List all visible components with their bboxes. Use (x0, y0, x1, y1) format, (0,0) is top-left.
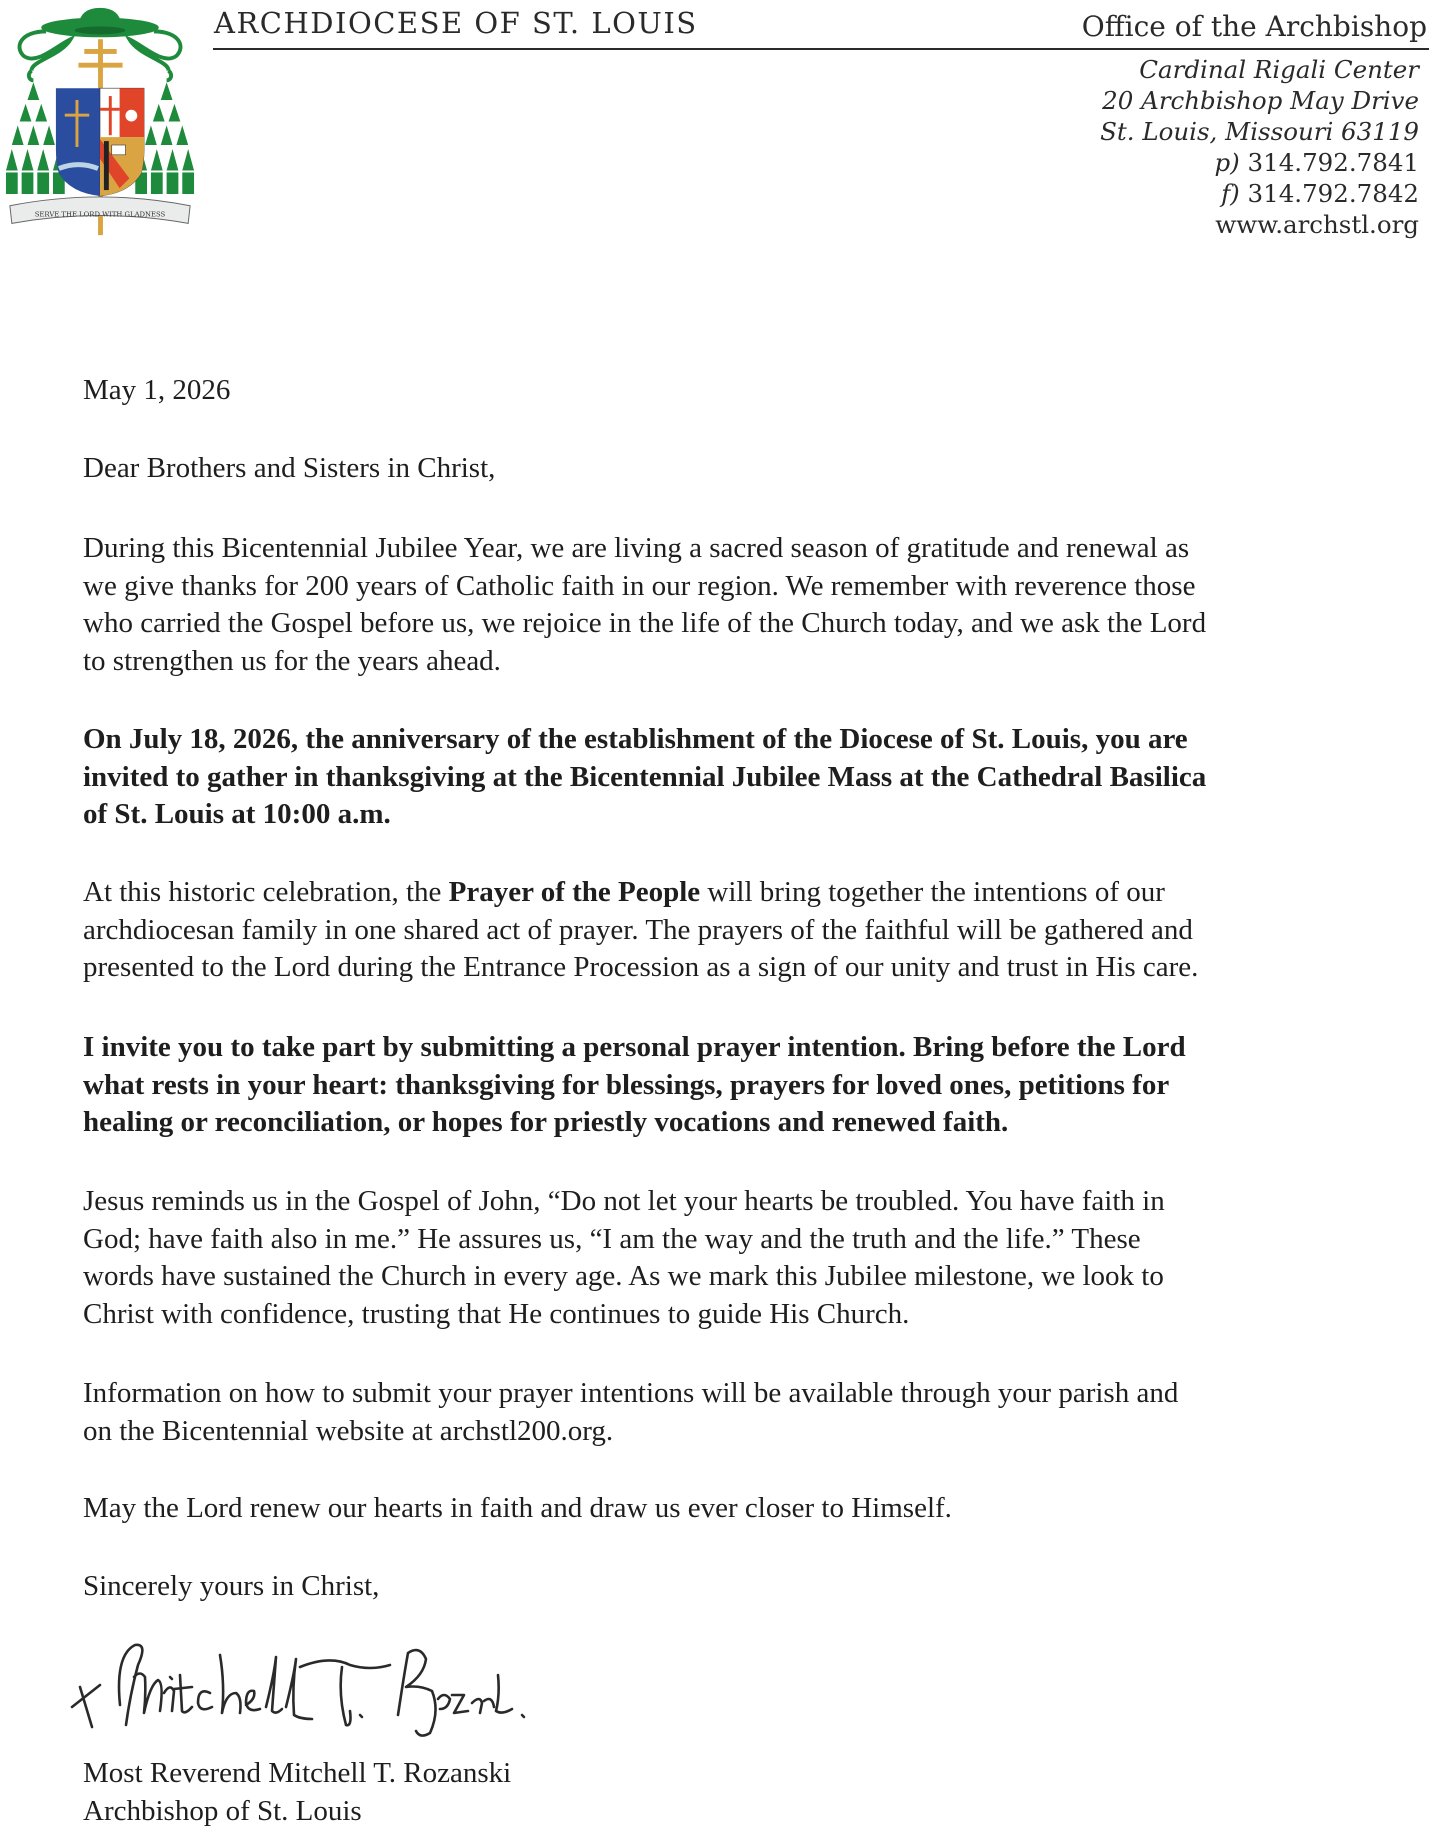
paragraph-information (83, 1375, 1383, 1450)
address-city: St. Louis, Missouri 63119 (1100, 117, 1419, 146)
paragraph-line: who carried the Gospel before us, we rejoice in the life of the Church today, and we ask the Lord (83, 607, 1207, 639)
address-building: Cardinal Rigali Center (1139, 55, 1419, 84)
paragraph-line: invited to gather in thanksgiving at the Bicentennial Jubilee Mass at the Cathedral Basilica (83, 760, 1207, 793)
paragraph-line: During this Bicentennial Jubilee Year, we are living a sacred season of gratitude and renewal as (83, 532, 1190, 564)
paragraph-call-to-action (83, 1029, 1383, 1142)
paragraph-line: Jesus reminds us in the Gospel of John, “Do not let your hearts be troubled. You have faith in (83, 1185, 1165, 1217)
paragraph-invitation (83, 721, 1383, 834)
address-phone (1100, 147, 1419, 178)
closing: Sincerely yours in Christ, (83, 1570, 380, 1602)
emphasis-prayer-of-the-people: Prayer of the People (448, 876, 701, 908)
paragraph-line: archdiocesan family in one shared act of prayer. The prayers of the faithful will be gathered and (83, 913, 1193, 946)
address-fax (1100, 178, 1419, 209)
paragraph-line: we give thanks for 200 years of Catholic faith in our region. We remember with reverence those (83, 569, 1196, 602)
organization-name: ARCHDIOCESE OF ST. LOUIS (214, 6, 698, 40)
signer-title: Archbishop of St. Louis (83, 1795, 362, 1827)
paragraph-line: On July 18, 2026, the anniversary of the establishment of the Diocese of St. Louis, you are (83, 723, 1188, 755)
paragraph-line: Information on how to submit your prayer intentions will be available through your parish and (83, 1377, 1179, 1409)
address-street: 20 Archbishop May Drive (1102, 86, 1419, 115)
paragraph-line (83, 874, 1383, 912)
fax-prefix: f) (1221, 179, 1240, 208)
paragraph-line: Christ with confidence, trusting that He continues to guide His Church. (83, 1297, 910, 1330)
header-rule (213, 48, 1429, 50)
coat-of-arms-logo (2, 2, 198, 242)
paragraph-line: God; have faith also in me.” He assures us, “I am the way and the truth and the life.” These (83, 1222, 1141, 1255)
paragraph-blessing: May the Lord renew our hearts in faith and draw us ever closer to Himself. (83, 1492, 952, 1524)
paragraph-line: words have sustained the Church in every age. As we mark this Jubilee milestone, we look to (83, 1260, 1164, 1292)
phone-number: 314.792.7841 (1247, 148, 1419, 177)
paragraph-line: on the Bicentennial website at archstl200.org. (83, 1414, 614, 1447)
address-website: www.archstl.org (1215, 210, 1419, 239)
paragraph-line: of St. Louis at 10:00 a.m. (83, 798, 391, 830)
salutation: Dear Brothers and Sisters in Christ, (83, 452, 496, 484)
paragraph-line: presented to the Lord during the Entrance Procession as a sign of our unity and trust in His care. (83, 951, 1199, 983)
phone-prefix: p) (1214, 148, 1240, 177)
handwritten-signature (60, 1615, 560, 1745)
paragraph-line: I invite you to take part by submitting a personal prayer intention. Bring before the Lord (83, 1031, 1186, 1063)
text-run: will bring together the intentions of our (700, 876, 1165, 908)
paragraph-gospel (83, 1183, 1383, 1333)
text-run: At this historic celebration, the (83, 876, 449, 908)
address-block (1100, 54, 1419, 240)
svg-text:SERVE THE LORD WITH GLADNESS: SERVE THE LORD WITH GLADNESS (34, 210, 166, 219)
paragraph-intro (83, 530, 1383, 680)
office-name: Office of the Archbishop (1081, 10, 1427, 43)
paragraph-prayer-of-the-people (83, 874, 1383, 987)
letter-date: May 1, 2026 (83, 374, 231, 406)
paragraph-line: to strengthen us for the years ahead. (83, 644, 501, 677)
paragraph-line: healing or reconciliation, or hopes for priestly vocations and renewed faith. (83, 1106, 1009, 1138)
signer-name: Most Reverend Mitchell T. Rozanski (83, 1757, 512, 1789)
paragraph-line: what rests in your heart: thanksgiving for blessings, prayers for loved ones, petitions for (83, 1068, 1170, 1101)
fax-number: 314.792.7842 (1247, 179, 1419, 208)
